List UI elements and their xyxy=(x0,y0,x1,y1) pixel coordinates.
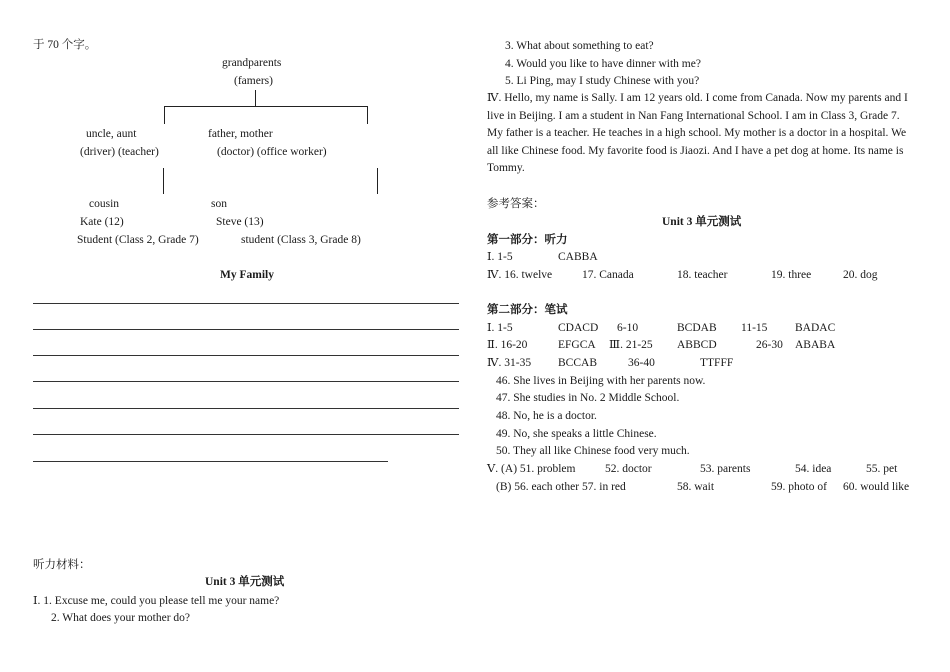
listening-label: 听力材料： xyxy=(33,559,91,571)
answer-cell: 17. Canada xyxy=(582,269,634,281)
listening-title: Unit 3 单元测试 xyxy=(205,576,285,588)
writing-line xyxy=(33,408,459,409)
answer-cell: 57. in red xyxy=(582,481,626,493)
tree-uncle-aunt: uncle, aunt xyxy=(86,128,137,140)
answer-cell: 53. parents xyxy=(700,463,751,475)
listening-item: 2. What does your mother do? xyxy=(51,612,191,624)
answer-cell: Ⅲ. 21-25 xyxy=(609,339,653,351)
answer-sentence: 49. No, she speaks a little Chinese. xyxy=(496,428,657,440)
answer-cell: CABBA xyxy=(558,251,598,263)
answers-label: 参考答案： xyxy=(487,198,545,210)
listening-item: 3. What about something to eat? xyxy=(505,40,654,52)
answer-cell: ABBCD xyxy=(677,339,717,351)
answer-sentence: 47. She studies in No. 2 Middle School. xyxy=(496,392,680,404)
answer-cell: CDACD xyxy=(558,322,599,334)
writing-line xyxy=(33,381,459,382)
answer-cell: Ⅳ. 16. twelve xyxy=(487,269,553,281)
tree-grandparents: grandparents xyxy=(222,57,282,69)
answer-cell: 20. dog xyxy=(843,269,878,281)
answer-cell: 36-40 xyxy=(628,357,655,369)
tree-line-cousin xyxy=(163,168,164,194)
answer-cell: 55. pet xyxy=(866,463,898,475)
tree-uncle-aunt-jobs: (driver) (teacher) xyxy=(80,146,159,158)
tree-father-mother: father, mother xyxy=(208,128,273,140)
writing-line xyxy=(33,329,459,330)
answer-sentence: 46. She lives in Beijing with her parents now. xyxy=(496,375,706,387)
answer-cell: Ⅰ. 1-5 xyxy=(487,251,513,263)
answer-cell: 54. idea xyxy=(795,463,832,475)
tree-cousin-name: Kate (12) xyxy=(80,216,124,228)
answer-cell: 26-30 xyxy=(756,339,783,351)
answer-cell: Ⅴ. (A) 51. problem xyxy=(487,463,576,475)
tree-line-right-drop xyxy=(367,106,368,124)
answer-cell: Ⅰ. 1-5 xyxy=(487,322,513,334)
writing-line xyxy=(33,461,388,462)
answer-cell: (B) 56. each other xyxy=(496,481,580,493)
listening-item: 4. Would you like to have dinner with me? xyxy=(505,58,701,70)
answer-cell: BCCAB xyxy=(558,357,597,369)
tree-cousin: cousin xyxy=(89,198,120,210)
answer-cell: EFGCA xyxy=(558,339,596,351)
answer-cell: 11-15 xyxy=(741,322,768,334)
answer-cell: ABABA xyxy=(795,339,836,351)
tree-son-school: student (Class 3, Grade 8) xyxy=(241,234,361,246)
answers-title: Unit 3 单元测试 xyxy=(662,216,742,228)
listening-passage: Ⅳ. Hello, my name is Sally. I am 12 years old. I come from Canada. Now my parents and I live in Beijing. I am a student in Nan Fang International School. I am in Class 3, Grade 7. My father is a teacher. He teaches in a high school. My mother is a doctor in a hospital. We all like Chinese food. My favorite food is Jiaozi. And I have a pet dog at home. Its name is Tommy. xyxy=(487,92,908,175)
writing-line xyxy=(33,355,459,356)
answer-cell: TTFFF xyxy=(700,357,734,369)
part1-heading: 第一部分：听力 xyxy=(487,234,568,246)
answer-cell: 19. three xyxy=(771,269,812,281)
writing-line xyxy=(33,434,459,435)
answer-sentence: 48. No, he is a doctor. xyxy=(496,410,597,422)
essay-title: My Family xyxy=(220,269,274,281)
tree-line-son xyxy=(377,168,378,194)
answer-cell: BCDAB xyxy=(677,322,717,334)
answer-cell: 52. doctor xyxy=(605,463,652,475)
tree-son: son xyxy=(211,198,227,210)
answer-cell: Ⅱ. 16-20 xyxy=(487,339,528,351)
part2-heading: 第二部分：笔试 xyxy=(487,304,568,316)
intro-text: 于 70 个字。 xyxy=(33,39,97,51)
tree-grandparents-job: (famers) xyxy=(234,75,273,87)
answer-cell: Ⅳ. 31-35 xyxy=(487,357,532,369)
answer-cell: BADAC xyxy=(795,322,836,334)
tree-son-name: Steve (13) xyxy=(216,216,264,228)
answer-cell: 18. teacher xyxy=(677,269,728,281)
answer-cell: 58. wait xyxy=(677,481,715,493)
tree-line-root xyxy=(255,90,256,106)
answer-sentence: 50. They all like Chinese food very much. xyxy=(496,445,690,457)
tree-line-horizontal xyxy=(164,106,368,107)
listening-item: Ⅰ. 1. Excuse me, could you please tell me your name? xyxy=(33,595,280,607)
answer-cell: 60. would like xyxy=(843,481,910,493)
answer-cell: 59. photo of xyxy=(771,481,827,493)
listening-item: 5. Li Ping, may I study Chinese with you? xyxy=(505,75,700,87)
tree-father-mother-jobs: (doctor) (office worker) xyxy=(217,146,327,158)
writing-line xyxy=(33,303,459,304)
tree-cousin-school: Student (Class 2, Grade 7) xyxy=(77,234,199,246)
tree-line-left-drop xyxy=(164,106,165,124)
answer-cell: 6-10 xyxy=(617,322,639,334)
